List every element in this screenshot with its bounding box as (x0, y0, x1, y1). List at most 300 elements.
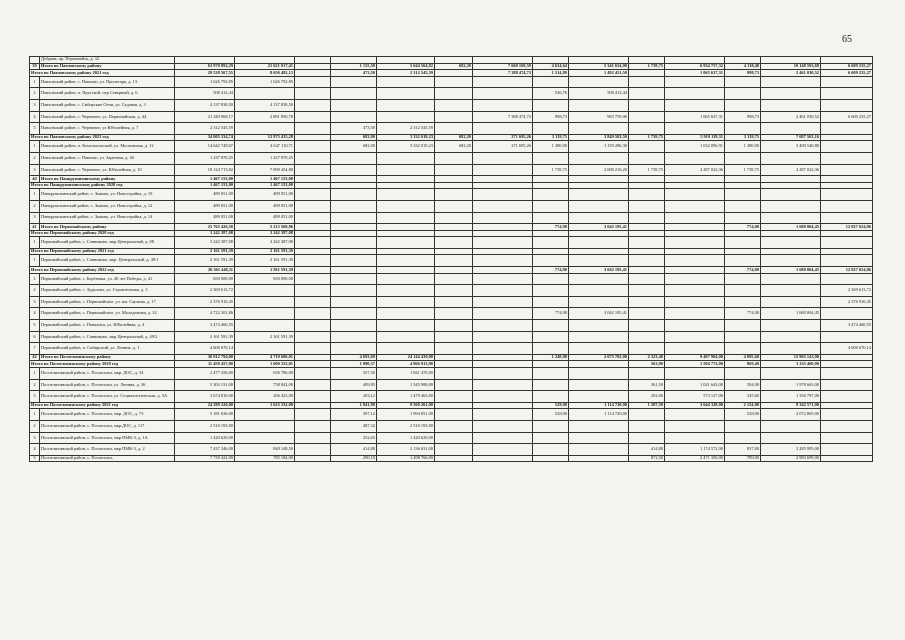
value-cell (569, 420, 629, 432)
value-cell: 774,90 (533, 308, 569, 320)
value-cell (665, 57, 725, 64)
value-cell (473, 285, 533, 297)
row-name-cell: Павловский район, с. Павлово, ул. Пролетарк, д. 13 (40, 76, 175, 88)
value-cell (331, 111, 377, 123)
row-name-cell: Павловский район, с. Черемное, ул. Первомайская, д. 44 (40, 111, 175, 123)
value-cell (821, 391, 873, 403)
value-cell (473, 230, 533, 237)
value-cell (533, 455, 569, 462)
value-cell: 473,50 (331, 123, 377, 135)
value-cell (377, 224, 435, 231)
value-cell (295, 230, 331, 237)
value-cell (435, 237, 473, 249)
value-cell (761, 343, 821, 355)
value-cell (235, 420, 295, 432)
value-cell: 3 474 460,55 (821, 320, 873, 332)
value-cell (821, 189, 873, 201)
value-cell (569, 320, 629, 332)
value-cell (665, 230, 725, 237)
value-cell (295, 176, 331, 183)
value-cell: 774,00 (725, 267, 761, 274)
value-cell (533, 331, 569, 343)
total-row (30, 224, 873, 231)
value-cell: 18 124 715,82 (175, 164, 235, 176)
value-cell (821, 182, 873, 189)
value-cell (725, 368, 761, 380)
row-index-cell: 2 (30, 88, 40, 100)
value-cell (435, 361, 473, 368)
table-row (30, 391, 873, 403)
value-cell (761, 189, 821, 201)
value-cell (473, 420, 533, 432)
value-cell (533, 361, 569, 368)
value-cell: 2 369 613,72 (821, 285, 873, 297)
value-cell (295, 111, 331, 123)
value-cell (629, 224, 665, 231)
value-cell (377, 308, 435, 320)
value-cell (761, 176, 821, 183)
value-cell (569, 296, 629, 308)
value-cell: 1 237 870,25 (175, 152, 235, 164)
row-name-cell: Итого по Поспелихинскому району (40, 354, 175, 361)
value-cell (533, 296, 569, 308)
page-number: 65 (842, 34, 852, 45)
value-cell: 202,60 (629, 391, 665, 403)
value-cell (821, 200, 873, 212)
row-name-cell: Поспелихинский район, с. Поспелиха, ул. Ленина, д. 36 (40, 379, 175, 391)
value-cell (435, 182, 473, 189)
value-cell: 1 739,75 (629, 134, 665, 141)
value-cell (821, 76, 873, 88)
value-cell: 1 498 766,00 (377, 455, 435, 462)
value-cell (725, 273, 761, 285)
value-cell (725, 230, 761, 237)
value-cell: 2 891 850,78 (235, 111, 295, 123)
value-cell: 682,20 (435, 63, 473, 70)
value-cell (331, 267, 377, 274)
value-cell (533, 248, 569, 255)
value-cell (377, 343, 435, 355)
value-cell (473, 402, 533, 409)
value-cell (821, 379, 873, 391)
value-cell: 1 680 004,45 (761, 224, 821, 231)
value-cell (761, 76, 821, 88)
value-cell (533, 123, 569, 135)
value-cell (331, 308, 377, 320)
value-cell (377, 237, 435, 249)
value-cell: 489 051,00 (175, 200, 235, 212)
value-cell (725, 343, 761, 355)
value-cell (295, 343, 331, 355)
row-name-cell: Поспелихинский район, с. Поспелиха, мкр.ДОС, д. 117 (40, 420, 175, 432)
value-cell (435, 379, 473, 391)
value-cell (435, 308, 473, 320)
row-index-cell: 3 (30, 432, 40, 444)
value-cell: 6 609 235,27 (821, 63, 873, 70)
row-index-cell: 1 (30, 141, 40, 153)
value-cell: 8 342 571,00 (761, 402, 821, 409)
value-cell: 12 975 435,28 (235, 134, 295, 141)
value-cell (665, 331, 725, 343)
value-cell (629, 123, 665, 135)
value-cell: 2 161 591,39 (175, 248, 235, 255)
row-index-cell: 5 (30, 320, 40, 332)
value-cell (821, 123, 873, 135)
table-row (30, 255, 873, 267)
value-cell: 7 687 563,16 (761, 134, 821, 141)
value-cell: 2 471 356,00 (665, 455, 725, 462)
total-row (30, 402, 873, 409)
value-cell: 1 248,00 (533, 354, 569, 361)
value-cell (665, 182, 725, 189)
value-cell: 1 739,75 (629, 63, 665, 70)
value-cell: 9 407 904,00 (665, 354, 725, 361)
value-cell (473, 361, 533, 368)
table-row (30, 99, 873, 111)
value-cell: 473,50 (331, 70, 377, 77)
value-cell (761, 273, 821, 285)
value-cell (725, 176, 761, 183)
total-row (30, 63, 873, 70)
value-cell (295, 237, 331, 249)
value-cell (761, 320, 821, 332)
total-row (30, 267, 873, 274)
value-cell: 785 184,00 (235, 455, 295, 462)
value-cell: 203,12 (331, 391, 377, 403)
value-cell: 3 849 502,50 (569, 134, 629, 141)
value-cell (435, 273, 473, 285)
value-cell: 3 474 460,55 (175, 320, 235, 332)
value-cell (761, 331, 821, 343)
row-index-cell: 3 (30, 391, 40, 403)
value-cell (377, 331, 435, 343)
value-cell: 1 739,75 (629, 164, 665, 176)
row-name-cell: Первомайский район, с. Санниково, мкр. Центральный, д. 49/1 (40, 255, 175, 267)
value-cell (435, 455, 473, 462)
value-cell (377, 182, 435, 189)
value-cell (629, 308, 665, 320)
value-cell (533, 343, 569, 355)
value-cell: 2 376 910,45 (175, 296, 235, 308)
value-cell (295, 368, 331, 380)
value-cell (435, 432, 473, 444)
value-cell (629, 267, 665, 274)
row-name-cell: Первомайский район, п. Сибирский, ул. Ленина, д. 1 (40, 343, 175, 355)
value-cell: 4 719 606,01 (235, 354, 295, 361)
value-cell: 2 136 631,00 (377, 444, 435, 456)
value-cell: 24 289 226,00 (175, 402, 235, 409)
row-name-cell: Панкрушихинский район, с. Зыково, ул. Новостройка, д. 12 (40, 200, 175, 212)
value-cell: 573 127,00 (665, 391, 725, 403)
row-index-cell: 1 (30, 189, 40, 201)
value-cell (629, 368, 665, 380)
value-cell (435, 331, 473, 343)
value-cell (761, 200, 821, 212)
value-cell (665, 248, 725, 255)
value-cell (435, 420, 473, 432)
value-cell: 2 461 030,52 (761, 111, 821, 123)
value-cell (821, 432, 873, 444)
value-cell (435, 111, 473, 123)
value-cell: 774,00 (725, 224, 761, 231)
value-cell (665, 237, 725, 249)
row-name-cell: Павловский район, с. Черемное, ул. Юбилейная, д. 10 (40, 164, 175, 176)
value-cell (435, 296, 473, 308)
value-cell: 489 051,00 (235, 189, 295, 201)
value-cell (473, 331, 533, 343)
value-cell: 1 545 988,00 (377, 379, 435, 391)
value-cell (821, 273, 873, 285)
row-name-cell: Поспелихинский район, с. Поспелиха, мкр. ДОС, д. 54 (40, 368, 175, 380)
row-name-cell: Поспелихинский район, с. Поспелиха, мкр ПМК-3, д. 1А (40, 432, 175, 444)
value-cell (175, 57, 235, 64)
total-row (30, 70, 873, 77)
value-cell (377, 320, 435, 332)
value-cell: 12 827 654,86 (821, 224, 873, 231)
row-name-cell: Итого по Павловскому району 2022 год (30, 134, 175, 141)
value-cell (473, 176, 533, 183)
value-cell (473, 212, 533, 224)
value-cell: 7 388 474,73 (473, 111, 533, 123)
value-cell (569, 248, 629, 255)
value-cell (629, 255, 665, 267)
table-row (30, 444, 873, 456)
value-cell: 1 632 096,91 (665, 141, 725, 153)
value-cell: 345,60 (725, 391, 761, 403)
value-cell (569, 379, 629, 391)
value-cell: 3 119,75 (533, 134, 569, 141)
value-cell (569, 200, 629, 212)
value-cell (331, 331, 377, 343)
value-cell (569, 99, 629, 111)
value-cell (295, 432, 331, 444)
value-cell (473, 391, 533, 403)
value-cell: 1 065 637,31 (665, 70, 725, 77)
value-cell (295, 152, 331, 164)
value-cell (533, 182, 569, 189)
value-cell: 2 161 591,39 (175, 331, 235, 343)
total-row (30, 230, 873, 237)
value-cell (473, 164, 533, 176)
value-cell: 1 625 332,00 (235, 402, 295, 409)
row-index-cell: 2 (30, 152, 40, 164)
value-cell (821, 88, 873, 100)
value-cell (295, 141, 331, 153)
row-name-cell: Итого по Панкрушихинскому району (40, 176, 175, 183)
table-row (30, 331, 873, 343)
value-cell (235, 320, 295, 332)
value-cell: 2 161 591,39 (235, 331, 295, 343)
table-row (30, 308, 873, 320)
value-cell (725, 123, 761, 135)
value-cell (761, 99, 821, 111)
value-cell (473, 379, 533, 391)
value-cell (473, 200, 533, 212)
value-cell: 4 287 022,36 (665, 164, 725, 176)
value-cell: 1 380,00 (725, 141, 761, 153)
value-cell: 3 285 995,00 (761, 444, 821, 456)
row-index-cell: 1 (30, 255, 40, 267)
row-name-cell: Первомайский район, с. Берёзовка, ул. 40 лет Победы, д. 41 (40, 273, 175, 285)
value-cell (569, 189, 629, 201)
value-cell (295, 320, 331, 332)
value-cell (377, 176, 435, 183)
row-name-cell: Поспелихинский район, с. Поспелиха, мкр. ДОС, д. 73 (40, 409, 175, 421)
row-name-cell: Поспелихинский район, с. Поспелиха, мкр ПМК-3, д. 2 (40, 444, 175, 456)
value-cell: 3 242 387,08 (175, 237, 235, 249)
value-cell (821, 402, 873, 409)
value-cell: 1 420 629,00 (175, 432, 235, 444)
value-cell (725, 99, 761, 111)
value-cell: 29 538 567,55 (175, 70, 235, 77)
value-cell (473, 273, 533, 285)
value-cell: 1 680 004,45 (761, 308, 821, 320)
value-cell (473, 76, 533, 88)
row-name-cell: Итого по Первомайскому району (40, 224, 175, 231)
value-cell (235, 88, 295, 100)
value-cell (235, 285, 295, 297)
value-cell (533, 368, 569, 380)
value-cell (295, 99, 331, 111)
value-cell: 528,00 (725, 409, 761, 421)
table-row (30, 57, 873, 64)
value-cell (761, 432, 821, 444)
value-cell (435, 354, 473, 361)
value-cell: 1 356 797,00 (761, 391, 821, 403)
value-cell (725, 200, 761, 212)
table-row (30, 141, 873, 153)
value-cell: 290,10 (331, 455, 377, 462)
value-cell: 650 000,00 (235, 273, 295, 285)
value-cell: 2 161 591,39 (235, 248, 295, 255)
row-name-cell: Итого по Павловскому району (40, 63, 175, 70)
value-cell: 1 739,75 (533, 164, 569, 176)
value-cell (629, 212, 665, 224)
value-cell (235, 409, 295, 421)
value-cell (569, 212, 629, 224)
value-cell: 6 609 235,27 (821, 70, 873, 77)
value-cell: 1 174 572,00 (665, 444, 725, 456)
table-row (30, 455, 873, 462)
value-cell (331, 285, 377, 297)
table-row (30, 409, 873, 421)
value-cell (435, 368, 473, 380)
value-cell: 4 118,48 (725, 63, 761, 70)
value-cell: 10 148 593,68 (761, 63, 821, 70)
value-cell: 487,32 (331, 420, 377, 432)
value-cell (725, 212, 761, 224)
value-cell: 789,00 (725, 455, 761, 462)
table-body (30, 57, 873, 462)
value-cell (435, 255, 473, 267)
value-cell (435, 200, 473, 212)
value-cell (761, 368, 821, 380)
value-cell (665, 285, 725, 297)
value-cell (435, 444, 473, 456)
row-name-cell: Итого по Первомайскому району 2021 год (30, 248, 175, 255)
value-cell (295, 134, 331, 141)
value-cell: 508 412,44 (175, 88, 235, 100)
value-cell (665, 255, 725, 267)
value-cell: 25 765 426,58 (175, 224, 235, 231)
value-cell (473, 409, 533, 421)
table-row (30, 237, 873, 249)
value-cell: 3 242 387,08 (235, 230, 295, 237)
value-cell (761, 57, 821, 64)
value-cell (295, 57, 331, 64)
value-cell: 2 072 865,00 (761, 409, 821, 421)
value-cell (665, 343, 725, 355)
row-name-cell: Павловский район, с. Павлово, ул. Заречная, д. 40 (40, 152, 175, 164)
value-cell: 9 560 261,00 (377, 402, 435, 409)
value-cell (821, 420, 873, 432)
value-cell: 5 215 569,86 (235, 224, 295, 231)
row-name-cell: Первомайский район, с. Повалиха, ул. Юбилейная, д. 4 (40, 320, 175, 332)
row-index-cell: 39 (30, 63, 40, 70)
value-cell (435, 343, 473, 355)
value-cell: 536,76 (533, 88, 569, 100)
value-cell: 1 626 792,85 (235, 76, 295, 88)
value-cell (665, 368, 725, 380)
value-cell (331, 57, 377, 64)
row-name-cell: Итого по Павловскому району 2021 год (30, 70, 175, 77)
value-cell (761, 296, 821, 308)
value-cell (725, 88, 761, 100)
value-cell: 21 621 917,41 (235, 63, 295, 70)
value-cell (473, 248, 533, 255)
row-name-cell: Панкрушихинский район, с. Зыково, ул. Новостройка, д. 14 (40, 212, 175, 224)
value-cell (295, 224, 331, 231)
value-cell (761, 237, 821, 249)
value-cell (725, 57, 761, 64)
value-cell (533, 255, 569, 267)
value-cell (725, 255, 761, 267)
value-cell: 63 970 892,29 (175, 63, 235, 70)
row-index-cell: 3 (30, 164, 40, 176)
value-cell: 4 634,64 (533, 63, 569, 70)
value-cell: 2 811 591,39 (235, 267, 295, 274)
value-cell (821, 134, 873, 141)
table-row (30, 200, 873, 212)
table-row (30, 420, 873, 432)
value-cell (473, 255, 533, 267)
value-cell (629, 152, 665, 164)
value-cell: 2 312 545,59 (377, 70, 435, 77)
value-cell (665, 152, 725, 164)
value-cell (295, 455, 331, 462)
value-cell (331, 343, 377, 355)
value-cell (377, 57, 435, 64)
value-cell (821, 152, 873, 164)
value-cell (473, 224, 533, 231)
total-row (30, 361, 873, 368)
value-cell (331, 320, 377, 332)
value-cell (295, 189, 331, 201)
value-cell (331, 212, 377, 224)
value-cell (761, 88, 821, 100)
value-cell (377, 164, 435, 176)
document-table (29, 56, 873, 462)
value-cell (331, 88, 377, 100)
value-cell: 2 477 256,00 (175, 368, 235, 380)
value-cell (435, 402, 473, 409)
value-cell (665, 189, 725, 201)
value-cell (473, 455, 533, 462)
value-cell (295, 255, 331, 267)
value-cell: 3 400 540,80 (761, 141, 821, 153)
value-cell (629, 70, 665, 77)
value-cell: 3 332 019,23 (377, 141, 435, 153)
